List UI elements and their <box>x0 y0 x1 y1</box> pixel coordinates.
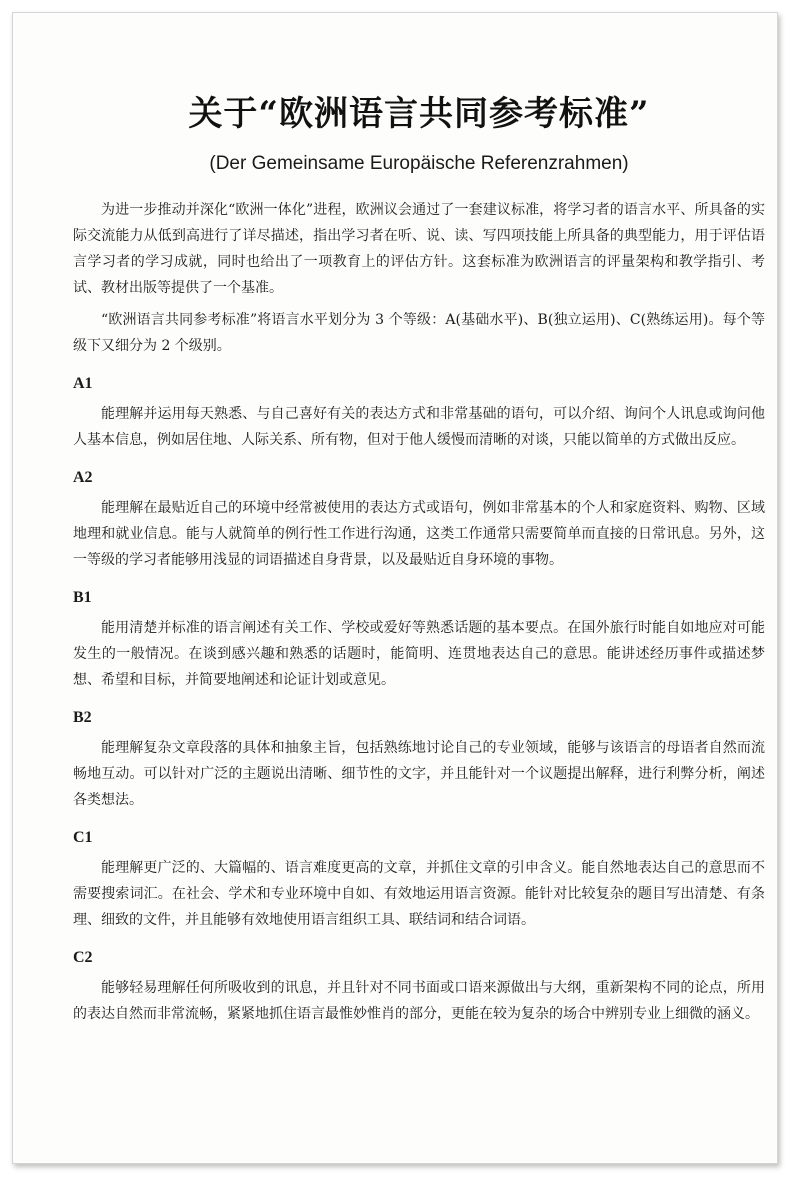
level-text-b1: 能用清楚并标准的语言阐述有关工作、学校或爱好等熟悉话题的基本要点。在国外旅行时能自如地应对可能发生的一般情况。在谈到感兴趣和熟悉的话题时，能简明、连贯地表达自己的意思。能讲述经历事件或描述梦想、希望和目标，并简要地阐述和论证计划或意见。 <box>73 620 765 688</box>
level-text-c1: 能理解更广泛的、大篇幅的、语言难度更高的文章，并抓住文章的引申含义。能自然地表达自己的意思而不需要搜索词汇。在社会、学术和专业环境中自如、有效地运用语言资源。能针对比较复杂的题目写出清楚、有条理、细致的文件，并且能够有效地使用语言组织工具、联结词和结合词语。 <box>73 860 765 928</box>
level-section-a1 <box>73 373 765 453</box>
page-title: 关于“欧洲语言共同参考标准” <box>188 94 650 134</box>
level-label-b2: B2 <box>73 709 92 726</box>
level-label-a1: A1 <box>73 375 93 392</box>
level-section-b2 <box>73 707 765 813</box>
level-text-a1: 能理解并运用每天熟悉、与自己喜好有关的表达方式和非常基础的语句，可以介绍、询问个人讯息或询问他人基本信息，例如居住地、人际关系、所有物，但对于他人缓慢而清晰的对谈，只能以简单的方式做出反应。 <box>73 406 765 448</box>
document-sheet <box>12 12 778 1164</box>
level-label-c1: C1 <box>73 829 93 846</box>
level-text-c2: 能够轻易理解任何所吸收到的讯息，并且针对不同书面或口语来源做出与大纲，重新架构不同的论点，所用的表达自然而非常流畅，紧紧地抓住语言最惟妙惟肖的部分，更能在较为复杂的场合中辨别专业上细微的涵义。 <box>73 980 765 1022</box>
level-text-b2: 能理解复杂文章段落的具体和抽象主旨，包括熟练地讨论自己的专业领域，能够与该语言的母语者自然而流畅地互动。可以针对广泛的主题说出清晰、细节性的文字，并且能针对一个议题提出解释，进行利弊分析，阐述各类想法。 <box>73 740 765 808</box>
level-label-a2: A2 <box>73 469 93 486</box>
level-section-c2 <box>73 947 765 1027</box>
level-label-c2: C2 <box>73 949 93 966</box>
intro-paragraph-1: 为进一步推动并深化“欧洲一体化”进程，欧洲议会通过了一套建议标准，将学习者的语言水平、所具备的实际交流能力从低到高进行了详尽描述，指出学习者在听、说、读、写四项技能上所具备的典型能力，用于评估语言学习者的学习成就，同时也给出了一项教育上的评估方针。这套标准为欧洲语言的评量架构和教学指引、考试、教材出版等提供了一个基准。 <box>73 202 765 296</box>
level-section-c1 <box>73 827 765 933</box>
level-section-a2 <box>73 467 765 573</box>
document-content <box>73 91 765 1027</box>
page-subtitle: (Der Gemeinsame Europäische Referenzrahmen) <box>209 153 629 174</box>
level-section-b1 <box>73 587 765 693</box>
level-text-a2: 能理解在最贴近自己的环境中经常被使用的表达方式或语句，例如非常基本的个人和家庭资料、购物、区域地理和就业信息。能与人就简单的例行性工作进行沟通，这类工作通常只需要简单而直接的日常讯息。另外，这一等级的学习者能够用浅显的词语描述自身背景，以及最贴近自身环境的事物。 <box>73 500 765 568</box>
intro-paragraph-2: “欧洲语言共同参考标准”将语言水平划分为 3 个等级：A(基础水平)、B(独立运用)、C(熟练运用)。每个等级下又细分为 2 个级别。 <box>73 312 765 354</box>
level-label-b1: B1 <box>73 589 92 606</box>
